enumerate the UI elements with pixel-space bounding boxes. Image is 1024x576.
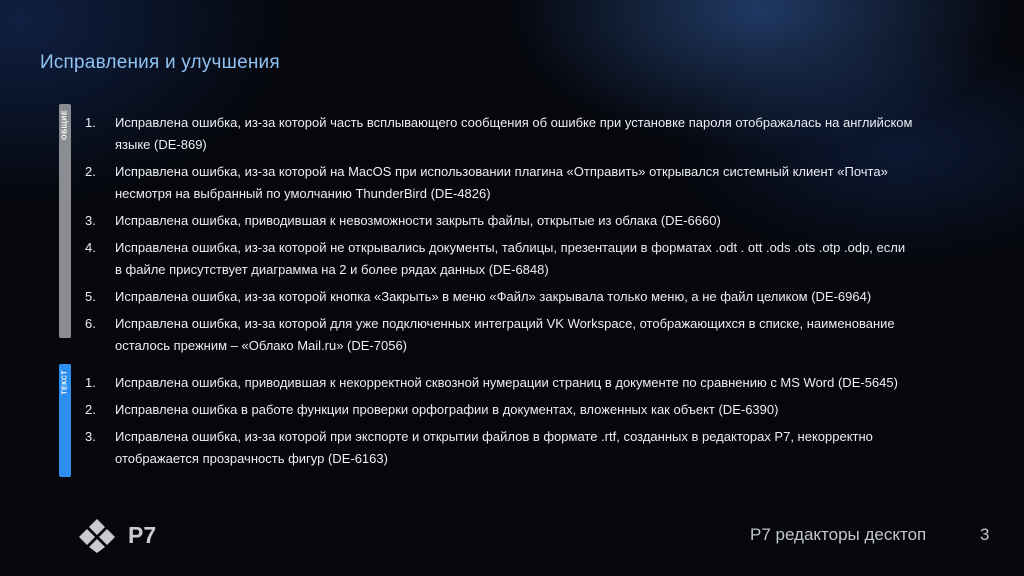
item-text: Исправлена ошибка, приводившая к некорректной сквозной нумерации страниц в документе по сравнению с MS Word (DE-5645) bbox=[115, 375, 898, 390]
footer-title: Р7 редакторы десктоп bbox=[750, 525, 927, 544]
list-item bbox=[85, 286, 915, 308]
fix-list-general bbox=[85, 112, 915, 362]
page-number: 3 bbox=[980, 525, 990, 544]
list-item bbox=[85, 161, 915, 205]
item-number: 2. bbox=[85, 402, 96, 417]
item-number: 1. bbox=[85, 115, 96, 130]
list-item bbox=[85, 313, 915, 357]
item-text: Исправлена ошибка, из-за которой часть всплывающего сообщения об ошибке при установке пароля отображалась на английском языке (DE-869) bbox=[115, 115, 913, 152]
item-number: 3. bbox=[85, 429, 96, 444]
item-text: Исправлена ошибка, из-за которой кнопка «Закрыть» в меню «Файл» закрывала только меню, а не файл целиком (DE-6964) bbox=[115, 289, 872, 304]
item-number: 4. bbox=[85, 240, 96, 255]
item-text: Исправлена ошибка, из-за которой не открывались документы, таблицы, презентации в форматах .odt . ott .ods .ots .otp .odp, если в файле присутствует диаграмма на 2 и более рядах данных (DE-6848) bbox=[115, 240, 906, 277]
brand-logo bbox=[72, 517, 156, 553]
item-text: Исправлена ошибка, из-за которой на MacOS при использовании плагина «Отправить» открывался системный клиент «Почта» несмотря на выбранный по умолчанию ThunderBird (DE-4826) bbox=[115, 164, 888, 201]
list-item bbox=[85, 210, 915, 232]
fix-list-text bbox=[85, 372, 915, 475]
list-item bbox=[85, 112, 915, 156]
list-item bbox=[85, 426, 915, 470]
section-tag-text bbox=[59, 364, 71, 477]
logo-text: Р7 bbox=[128, 521, 157, 548]
diamond-logo-icon bbox=[72, 517, 122, 553]
section-tag-label: ТЕКСТ bbox=[61, 370, 69, 395]
list-item bbox=[85, 399, 915, 421]
list-item bbox=[85, 372, 915, 394]
list-item bbox=[85, 237, 915, 281]
slide-title: Исправления и улучшения bbox=[40, 52, 280, 73]
item-number: 5. bbox=[85, 289, 96, 304]
section-tag-label: ОБЩИЕ bbox=[61, 110, 69, 140]
item-number: 2. bbox=[85, 164, 96, 179]
item-number: 3. bbox=[85, 213, 96, 228]
item-text: Исправлена ошибка, приводившая к невозможности закрыть файлы, открытые из облака (DE-6660) bbox=[115, 213, 721, 228]
item-number: 6. bbox=[85, 316, 96, 331]
item-text: Исправлена ошибка в работе функции проверки орфографии в документах, вложенных как объект (DE-6390) bbox=[115, 402, 779, 417]
item-text: Исправлена ошибка, из-за которой для уже подключенных интеграций VK Workspace, отображающихся в списке, наименование осталось прежним – «Облако Mail.ru» (DE-7056) bbox=[115, 316, 895, 353]
section-tag-general bbox=[59, 104, 71, 338]
item-number: 1. bbox=[85, 375, 96, 390]
item-text: Исправлена ошибка, из-за которой при экспорте и открытии файлов в формате .rtf, созданных в редакторах Р7, некорректно отображается прозрачность фигур (DE-6163) bbox=[115, 429, 873, 466]
